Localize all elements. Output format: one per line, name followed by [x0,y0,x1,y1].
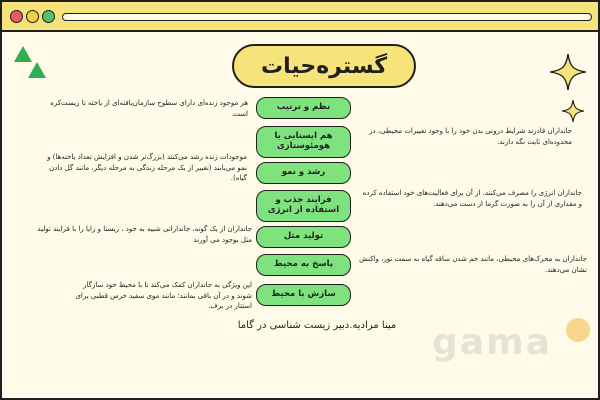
address-bar [62,13,592,21]
close-dot-icon[interactable] [10,10,23,23]
watermark-text: gama [432,322,552,363]
diagram-title: گستره‌حیات [232,44,416,88]
window-titlebar [2,2,598,32]
node-energy: فرایند جذب و استفاده از انرژی [256,190,351,222]
footer-credit: مینا مرادیه.دبیر زیست شناسی در گاما [237,320,397,331]
minimize-dot-icon[interactable] [26,10,39,23]
node-adaptation: سازش با محیط [256,284,351,306]
triangle-decoration-icon [14,46,32,62]
node-order: نظم و ترتیب [256,97,351,119]
node-description: هر موجود زنده‌ای دارای سطوح سازمان‌یافته‌ای از یاخته تا زیست‌کره است. [50,99,248,118]
node-description: این ویژگی به جانداران کمک می‌کند تا با محیط خود سازگار شوند و در آن باقی بمانند؛ مانند موی سفید خرس قطبی برای استتار در برف. [75,281,252,310]
node-description: جانداران انرژی را مصرف می‌کنند، از آن برای فعالیت‌های خود استفاده کرده و مقداری از آن را به صورت گرما از دست می‌دهند. [362,189,582,208]
triangle-decoration-icon [28,62,46,78]
sparkle-icon [562,100,584,122]
maximize-dot-icon[interactable] [42,10,55,23]
node-description: موجودات زنده رشد می‌کنند (بزرگ‌تر شدن و افزایش تعداد یاخته‌ها) و نمو می‌یابند (تغییر از یک مرحله زندگی به مرحله دیگر، مانند گل دادن گیاه). [47,153,247,182]
sparkle-icon [550,54,586,90]
node-description: جانداران به محرک‌های محیطی، مانند خم شدن ساقه گیاه به سمت نور، واکنش نشان می‌دهند. [359,255,587,274]
node-response: پاسخ به محیط [256,254,351,276]
node-reproduction: تولید مثل [256,226,351,248]
node-description: جانداران قادرند شرایط درونی بدن خود را با وجود تغییرات محیطی، در محدوده‌ای ثابت نگه دارند. [369,127,572,146]
sun-icon [566,318,590,342]
node-homeostasis: هم ایستایی یا هومئوستازی [256,126,351,158]
watermark-logo [432,322,592,366]
node-description: جانداران از یک گونه، جاندارانی شبیه به خود ، زیستا و زایا را با فرایند تولید مثل بوجود می آورند [37,225,252,244]
node-growth: رشد و نمو [256,162,351,184]
